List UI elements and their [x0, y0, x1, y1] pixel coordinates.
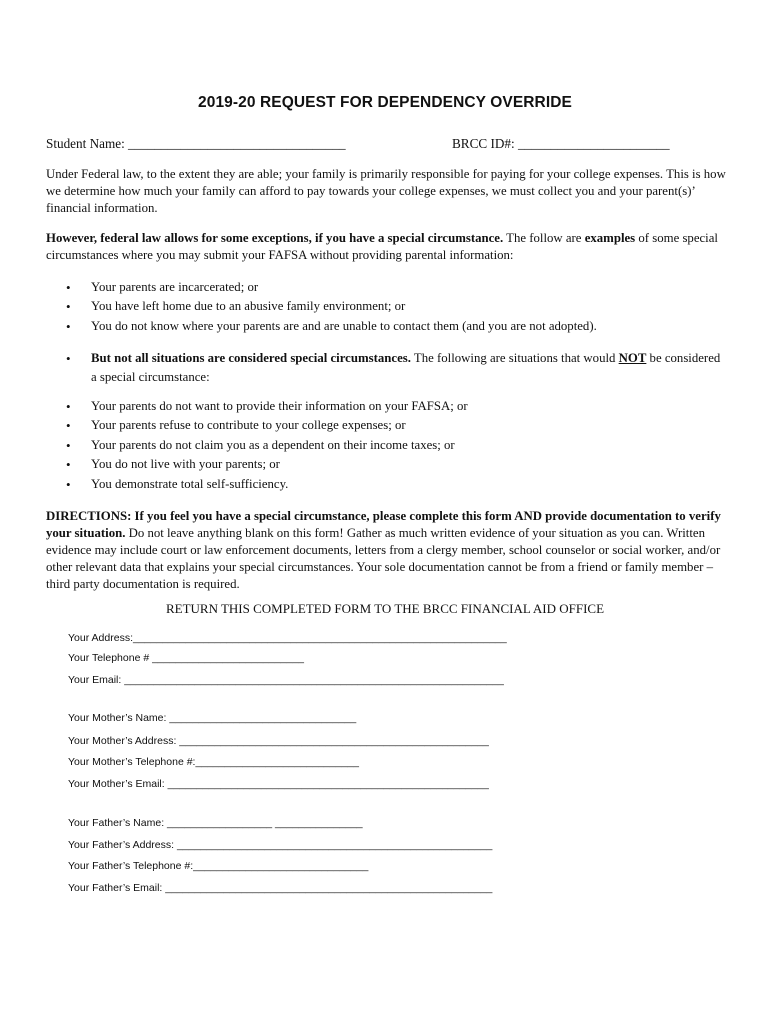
father-telephone-field[interactable]: Your Father’s Telephone #:______________________________	[68, 860, 369, 872]
mother-name-field[interactable]: Your Mother’s Name: ________________________________	[68, 712, 357, 724]
special-circumstances-list	[46, 278, 726, 336]
directions-paragraph	[46, 508, 732, 593]
list-item: • Your parents are incarcerated; or	[46, 278, 726, 297]
father-email-field[interactable]: Your Father’s Email: ________________________________________________________	[68, 882, 493, 894]
form-title: 2019-20 REQUEST FOR DEPENDENCY OVERRIDE	[198, 94, 572, 111]
examples-bold: examples	[584, 231, 636, 245]
mother-telephone-field[interactable]: Your Mother’s Telephone #:____________________________	[68, 756, 359, 768]
not-special-intro	[46, 349, 726, 388]
list-item: • You do not live with your parents; or	[46, 455, 726, 474]
not-special-bold: But not all situations are considered special circumstances.	[91, 351, 411, 365]
list-item: • Your parents refuse to contribute to your college expenses; or	[46, 416, 726, 435]
not-emphasis	[619, 351, 647, 365]
not-underline: NOT	[618, 351, 647, 365]
directions-bold: DIRECTIONS: If you feel you have a special circumstance, please complete this form AND provide documentation to verify your situation.	[46, 509, 721, 540]
brcc-id-field[interactable]: BRCC ID#: _______________________	[452, 136, 670, 151]
intro-paragraph: Under Federal law, to the extent they are able; your family is primarily responsible for paying for your college expenses. This is how we determine how much your family can afford to pay towards your college expenses, we must collect you and your parent(s)’ financial information.	[46, 167, 726, 215]
email-field[interactable]: Your Email: _________________________________________________________________	[68, 674, 504, 686]
not-special-list	[46, 397, 726, 494]
mother-email-field[interactable]: Your Mother’s Email: _______________________________________________________	[68, 778, 489, 790]
list-item: • You do not know where your parents are and are unable to contact them (and you are not adopted).	[46, 317, 726, 336]
telephone-field[interactable]: Your Telephone # __________________________	[68, 652, 304, 664]
mother-address-field[interactable]: Your Mother’s Address: _____________________________________________________	[68, 735, 489, 747]
father-address-field[interactable]: Your Father’s Address: ______________________________________________________	[68, 839, 493, 851]
not-special-text: The following are situations that would	[410, 351, 619, 365]
exceptions-text: The follow are	[503, 231, 585, 245]
exceptions-paragraph	[46, 230, 732, 264]
list-item: • You have left home due to an abusive family environment; or	[46, 297, 726, 316]
list-item: • You demonstrate total self-sufficiency.	[46, 475, 726, 494]
exceptions-text-2: of some special circumstances where you may submit your FAFSA without providing parental information:	[46, 231, 718, 262]
address-field[interactable]: Your Address:________________________________________________________________	[68, 632, 507, 644]
student-name-field[interactable]: Student Name: _________________________________	[46, 136, 346, 151]
not-special-item	[46, 349, 726, 388]
not-special-text-2: be considered a special circumstance:	[91, 351, 721, 385]
return-instruction: RETURN THIS COMPLETED FORM TO THE BRCC FINANCIAL AID OFFICE	[165, 601, 605, 616]
directions-text: Do not leave anything blank on this form! Gather as much written evidence of your situation as you can. Written evidence may include court or law enforcement documents, letters from a clergy member, school counselor or social worker, and/or other relevant data that explains your special circumstances. Your sole documentation cannot be from a friend or family member – third party documentation is required.	[46, 526, 721, 591]
father-name-field[interactable]: Your Father’s Name: __________________ _______________	[68, 817, 363, 829]
list-item: • Your parents do not claim you as a dependent on their income taxes; or	[46, 436, 726, 455]
exceptions-bold: However, federal law allows for some exceptions, if you have a special circumstance.	[46, 231, 504, 245]
list-item: • Your parents do not want to provide their information on your FAFSA; or	[46, 397, 726, 416]
